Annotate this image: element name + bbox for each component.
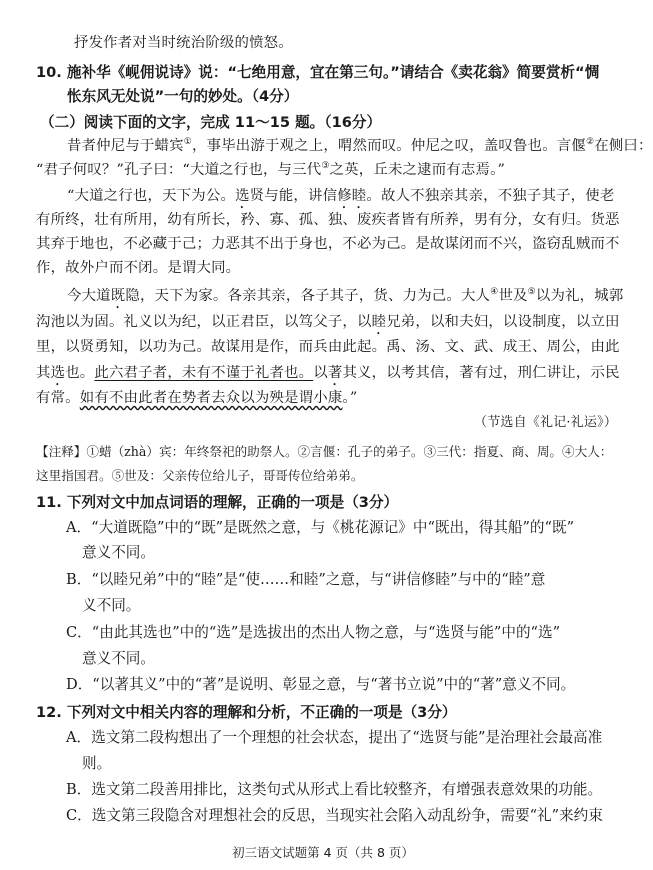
passage-p3-line-5: 有常。如有不由此者在势者去众以为殃是谓小康。” [36, 390, 358, 406]
question-11-stem: 11. 下列对文中加点词语的理解，正确的一项是（3分） [36, 494, 399, 511]
question-11-option-a-line-1: A．“大道既隐”中的“既”是既然之意，与《桃花源记》中“既出，得其船”的“既” [66, 519, 575, 536]
question-11-option-c-line-2: 意义不同。 [82, 650, 155, 667]
question-12-stem: 12. 下列对文中相关内容的理解和分析，不正确的一项是（3分） [36, 704, 457, 721]
question-11-option-a-line-2: 意义不同。 [82, 544, 155, 561]
question-12-option-a-line-2: 则。 [82, 755, 112, 772]
question-12-option-a-line-1: A．选文第二段构想出了一个理想的社会状态，提出了“选贤与能”是治理社会最高准 [66, 729, 603, 746]
underlined-sentence: 此六君子者，未有不谨于礼者也。 [94, 365, 314, 381]
previous-answer-tail: 抒发作者对当时统治阶级的愤怒。 [74, 35, 293, 51]
question-11-option-d-line-1: D．“以著其义”中的“著”是说明、彰显之意，与“著书立说”中的“著”意义不同。 [66, 676, 576, 693]
passage-p2-line-3: 其弃于地也，不必藏于己；力恶其不出于身也，不必为己。是故谋闭而不兴，盗窃乱贼而不 [36, 236, 620, 252]
passage-p3-line-1: 今大道既隐，天下为家。各亲其亲，各子其子，货、力为己。大人④世及⑤以为礼，城郭 [67, 287, 624, 304]
question-11-option-c-line-1: C．“由此其选也”中的“选”是选拔出的杰出人物之意，与“选贤与能”中的“选” [66, 624, 561, 641]
passage-p3-line-2: 沟池以为固。礼义以为纪，以正君臣，以笃父子，以睦兄弟，以和夫妇，以设制度，以立田 [36, 314, 620, 330]
question-10-line-1: 10. 施补华《岘佣说诗》说：“七绝用意，宜在第三句。”请结合《卖花翁》简要赏析“惆 [36, 64, 600, 81]
footnote-marker-5: ⑤ [527, 287, 536, 298]
emphasis-dot-word: 睦 [371, 314, 387, 330]
page-footer: 初三语文试题第 4 页（共 8 页） [232, 845, 414, 860]
question-12-option-b-line-1: B．选文第二段善用排比，这类句式从形式上看比较整齐，有增强表意效果的功能。 [66, 781, 603, 798]
passage-p1-line-2: “君子何叹？”孔子曰：“大道之行也，与三代③之英，丘未之逮而有志焉。” [36, 161, 506, 178]
passage-p3-line-4: 其选也。此六君子者，未有不谨于礼者也。以著其义，以考其信，著有过，刑仁讲让，示民 [36, 365, 620, 381]
annotation-line-1: 【注释】①蜡（zhà）宾：年终祭祀的助祭人。②言偃：孔子的弟子。③三代：指夏、商、周。④大人： [36, 444, 613, 459]
passage-p3-line-3: 里，以贤勇知，以功为己。故谋用是作，而兵由此起。禹、汤、文、武、成王、周公，由此 [36, 339, 620, 355]
wavy-underlined-sentence: 如有不由此者在势者去众以为殃是谓小康 [79, 390, 343, 406]
passage-source: （节选自《礼记·礼运》） [474, 415, 618, 430]
emphasis-dot-word: 既 [110, 288, 126, 304]
footnote-marker-4: ④ [490, 287, 499, 298]
footnote-marker-3: ③ [321, 161, 330, 172]
passage-p1-line-1: 昔者仲尼与于蜡宾①，事毕出游于观之上，喟然而叹。仲尼之叹，盖叹鲁也。言偃②在侧曰： [67, 137, 653, 154]
section-2-heading: （二）阅读下面的文字，完成 11～15 题。（16分） [40, 114, 382, 131]
question-11-option-b-line-2: 义不同。 [82, 597, 141, 614]
passage-p2-line-4: 作，故外户而不闭。是谓大同。 [36, 260, 241, 276]
emphasis-dot-word: 修睦 [337, 188, 367, 204]
footnote-marker-1: ① [183, 137, 193, 148]
emphasis-dot-word: 著 [327, 365, 343, 381]
question-10-line-2: 怅东风无处说”一句的妙处。（4分） [67, 88, 299, 105]
annotation-line-2: 这里指国君。⑤世及：父亲传位给儿子，哥哥传位给弟弟。 [36, 468, 364, 483]
passage-p2-line-1: “大道之行也，天下为公。选贤与能，讲信修睦。故人不独亲其亲，不独子其子，使老 [67, 188, 615, 204]
emphasis-dot-word: 选 [235, 188, 250, 204]
question-12-option-c-line-1: C．选文第三段隐含对理想社会的反思，当现实社会陷入动乱纷争，需要“礼”来约束 [66, 807, 603, 824]
passage-p2-line-2: 有所终，壮有所用，幼有所长，矜、寡、孤、独、废疾者皆有所养，男有分，女有归。货恶 [36, 212, 620, 228]
footnote-marker-2: ② [585, 137, 595, 148]
question-11-option-b-line-1: B．“以睦兄弟”中的“睦”是“使……和睦”之意，与“讲信修睦”与中的“睦”意 [66, 571, 546, 588]
emphasis-dot-word: 选 [50, 365, 66, 381]
